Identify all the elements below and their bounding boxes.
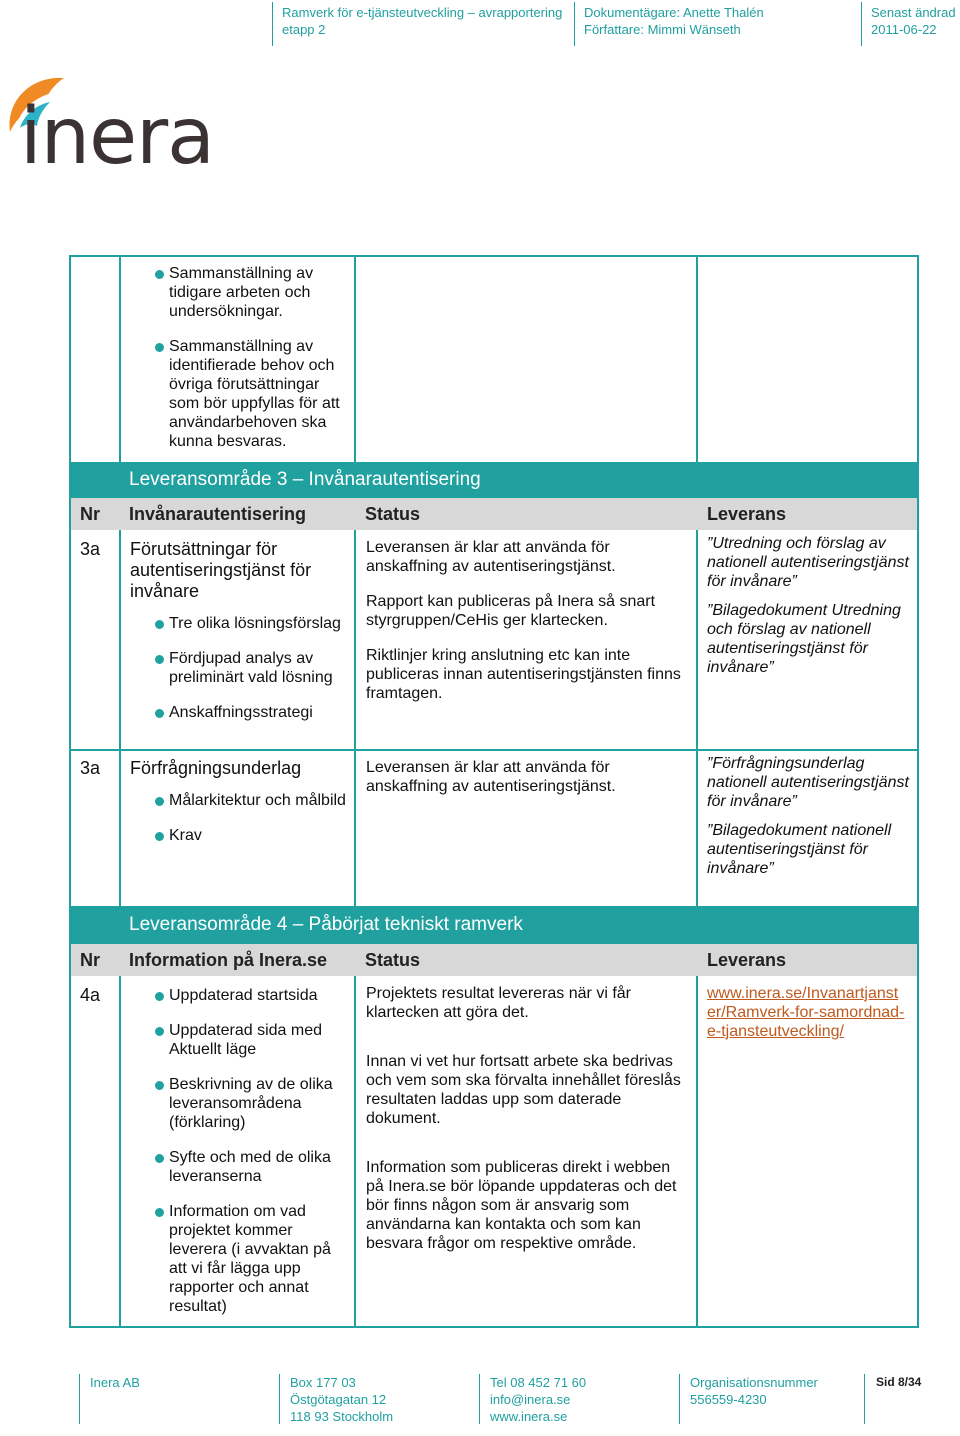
section-band-area4 bbox=[71, 906, 917, 944]
footer-orgnr: Organisationsnummer 556559-4230 bbox=[690, 1375, 818, 1407]
footer-address: Box 177 03 Östgötagatan 12 118 93 Stockholm bbox=[290, 1375, 394, 1424]
col-header-status: Status bbox=[365, 504, 421, 524]
list-item: Sammanställning av identifierade behov och övriga förutsättningar som bör uppfyllas för att användarbehoven ska kunna besvaras. bbox=[155, 337, 345, 451]
col-divider bbox=[354, 530, 356, 906]
inera-link[interactable]: www.inera.se/Invanartjanst er/Ramverk-for-samordnad-e-tjansteutveckling/ bbox=[707, 985, 905, 1040]
row-nr: 3a bbox=[80, 758, 101, 778]
col-header-delivery: Leverans bbox=[707, 950, 787, 970]
header-separator bbox=[574, 2, 575, 46]
bullet-icon bbox=[155, 655, 164, 664]
list-item: Beskrivning av de olika leveransområdena (förklaring) bbox=[155, 1075, 347, 1132]
bullet-icon bbox=[155, 1154, 164, 1163]
col-header-delivery: Leverans bbox=[707, 504, 787, 524]
row-divider bbox=[69, 749, 919, 751]
bullet-icon bbox=[155, 343, 164, 352]
header-date: Senast ändrad 2011-06-22 bbox=[871, 5, 956, 37]
footer-separator bbox=[279, 1374, 280, 1424]
col-header-topic: Information på Inera.se bbox=[129, 950, 328, 970]
bullet-icon bbox=[155, 1208, 164, 1217]
continuation-bullets bbox=[155, 264, 345, 467]
col-divider bbox=[119, 530, 121, 906]
footer-separator bbox=[79, 1374, 80, 1424]
header-doc-title: Ramverk för e-tjänsteutveckling – avrapportering etapp 2 bbox=[282, 5, 563, 37]
header-separator bbox=[861, 2, 862, 46]
bullet-icon bbox=[155, 1027, 164, 1036]
col-header-nr: Nr bbox=[80, 504, 101, 524]
bullet-icon bbox=[155, 832, 164, 841]
header-authors: Dokumentägare: Anette Thalén Författare: Mimmi Wänseth bbox=[584, 5, 764, 37]
row-status: Leveransen är klar att använda för anskaffning av autentiseringstjänst. bbox=[366, 759, 616, 795]
row-deliverables: ”Förfrågningsunderlag nationell autentiseringstjänst för invånare” ”Bilagedokument nationell autentiseringstjänst för invånare” bbox=[707, 755, 909, 877]
row-deliverables: ”Utredning och förslag av nationell autentiseringstjänst för invånare” ”Bilagedokument Utredning och förslag av nationell autentiseringstjänst för invånare” bbox=[707, 535, 909, 676]
list-item: Tre olika lösningsförslag bbox=[155, 614, 350, 633]
col-header-topic: Invånarautentisering bbox=[129, 504, 307, 524]
list-item: Målarkitektur och målbild bbox=[155, 791, 350, 810]
row-heading: Förfrågningsunderlag bbox=[130, 758, 302, 778]
section-title: Leveransområde 4 – Påbörjat tekniskt ramverk bbox=[129, 914, 523, 935]
row-nr: 4a bbox=[80, 985, 101, 1005]
col-divider bbox=[696, 256, 698, 462]
list-item: Krav bbox=[155, 826, 350, 845]
footer-company: Inera AB bbox=[90, 1375, 140, 1390]
col-divider bbox=[354, 976, 356, 1327]
col-header-status: Status bbox=[365, 950, 421, 970]
page-number: Sid 8/34 bbox=[876, 1375, 922, 1389]
bullet-icon bbox=[155, 270, 164, 279]
col-divider bbox=[119, 976, 121, 1327]
col-divider bbox=[354, 256, 356, 462]
col-divider bbox=[119, 256, 121, 462]
footer-contact: Tel 08 452 71 60 info@inera.se www.inera.se bbox=[490, 1375, 587, 1424]
bullet-icon bbox=[155, 1081, 164, 1090]
section-band-area3 bbox=[71, 462, 917, 498]
list-item: Sammanställning av tidigare arbeten och undersökningar. bbox=[155, 264, 345, 321]
row-heading: Förutsättningar för autentiseringstjänst för invånare bbox=[130, 539, 312, 601]
list-item: Uppdaterad startsida bbox=[155, 986, 347, 1005]
col-header-nr: Nr bbox=[80, 950, 101, 970]
row-nr: 3a bbox=[80, 539, 101, 559]
list-item: Information om vad projektet kommer leverera (i avvaktan på att vi får lägga upp rapporter och annat resultat) bbox=[155, 1202, 347, 1316]
bullet-icon bbox=[155, 992, 164, 1001]
col-divider bbox=[696, 976, 698, 1327]
footer-separator bbox=[479, 1374, 480, 1424]
bullet-icon bbox=[155, 709, 164, 718]
footer-separator bbox=[679, 1374, 680, 1424]
list-item: Uppdaterad sida med Aktuellt läge bbox=[155, 1021, 347, 1059]
list-item: Fördjupad analys av preliminärt vald lösning bbox=[155, 649, 350, 687]
list-item: Syfte och med de olika leveranserna bbox=[155, 1148, 347, 1186]
logo-wordmark: inera bbox=[20, 92, 214, 182]
footer-separator bbox=[864, 1374, 865, 1424]
row-bullets bbox=[155, 791, 350, 861]
header-separator bbox=[272, 2, 273, 46]
column-header-row bbox=[71, 498, 917, 530]
col-divider bbox=[696, 530, 698, 906]
row-bullets bbox=[155, 614, 350, 738]
list-item: Anskaffningsstrategi bbox=[155, 703, 350, 722]
section-title: Leveransområde 3 – Invånarautentisering bbox=[129, 469, 481, 490]
row-status: Projektets resultat levereras när vi får klartecken att göra det. Innan vi vet hur fortsatt arbete ska bedrivas och vem som ska förvalta innehållet föreslås resultaten laddas upp som daterade dokument. Information som publiceras direkt i webben på Inera.se bör löpande uppdateras och det bör finns någon som är ansvarig som användarna kan kontakta och som kan besvara frågor om respektive område. bbox=[366, 985, 681, 1252]
row-bullets bbox=[155, 986, 347, 1332]
column-header-row bbox=[71, 944, 917, 976]
row-status: Leveransen är klar att använda för anskaffning av autentiseringstjänst. Rapport kan publiceras på Inera så snart styrgruppen/CeHis ger klartecken. Riktlinjer kring anslutning etc kan inte publiceras innan autentiseringstjänsten finns framtagen. bbox=[366, 539, 681, 702]
bullet-icon bbox=[155, 620, 164, 629]
bullet-icon bbox=[155, 797, 164, 806]
